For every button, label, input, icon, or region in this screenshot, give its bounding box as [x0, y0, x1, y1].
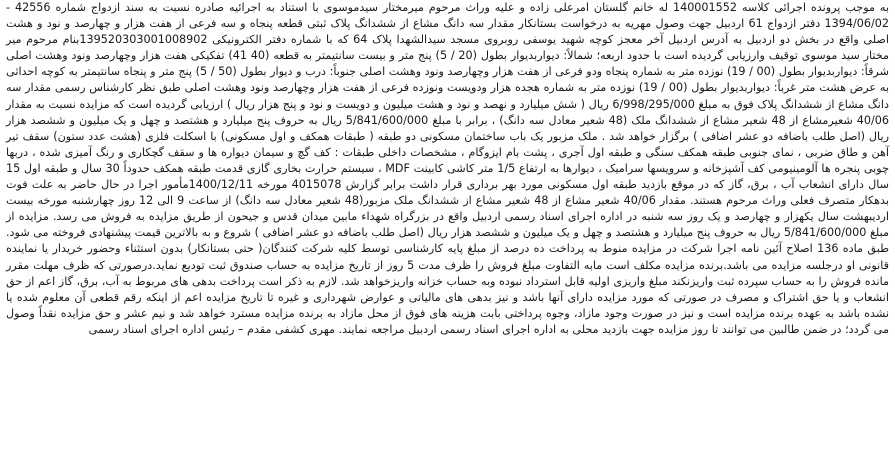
auction-notice-text: به موجب پرونده اجرائی کلاسه 140001552 له خانم گلستان امرعلی زاده و علیه وراث مرحوم میرمختار سیدموسوی با استناد به اجرائیه صادره نسبت به سند ازدواج شماره 42556 - 1394/06/02 دفتر ازدواج 61 اردبیل جهت وصول مهریه به درخواست بستانکار مقدار سه دانگ مشاع از ششدانگ پلاک ثبتی قطعه پنجاه و سه فرعی از هفت هزار و چهارصد و نود و هشت اصلی واقع در بخش دو اردبیل به آدرس اردبیل آخر معجز کوچه شهید یوسفی روبروی مسجد سیدالشهدا پلاک 64 که با شماره دفتر الکترونیکی 139520303001008902بنام مرحوم میر مختار سید موسوی توقیف وارزیابی گردیده است با حدود اربعه؛ شمالاً: دیواربدیوار بطول (20 / 5) پنج متر و بیست سانتیمتر به قطعه (40 41) تفکیکی هفت هزار وچهارصد ونود وهشت اصلی شرقاً: دیواربدیوار بطول (00 / 19) نوزده متر به شماره پنجاه ودو فرعی از هفت هزار وچهارصد ونود وهشت اصلی جنوباً: درب و دیوار بطول (50 / 5) پنج متر و پنجاه سانتیمتر به کوچه احداثی به عرض هشت متر غرباً: دیواربدیوار بطول (00 / 19) نوزده متر به شماره هجده هزار ودویست ونوزده فرعی از هفت هزار وچهارصد ونود وهشت اصلی طبق نظر کارشناس رسمی مقدار سه دانگ مشاع از ششدانگ پلاک فوق به مبلغ 6/998/295/000 ریال ( شش میلیارد و نهصد و نود و هشت میلیون و دویست و نود و پنج هزار ریال ) ارزیابی گردیده است که مزایده نسبت به مقدار 40/06 شعیرمشاع از 48 شعیر مشاع از ششدانگ ملک (48 شعیر معادل سه دانگ) ، برابر با مبلغ 5/841/600/000 ریال به حروف پنج میلیارد و هشتصد و چهل و یک میلیون و ششصد هزار ریال (اصل طلب باضافه دو عشر اضافی ) برگزار خواهد شد . ملک مزبور یک باب ساختمان مسکونی دو طبقه ( طبقات همکف و اول مسکونی) با اسکلت فلزی (هشت عدد ستون) سقف تیر آهن و طاق ضربی ، نمای جنوبی طبقه همکف سنگی و طبقه اول آجری ، پشت بام ایزوگام ، مشخصات داخلی طبقات : کف گچ و سیمان دیواره ها و سقف گچکاری و رنگ آمیزی شده ، دربها چوبی پنجره ها آلومینیومی کف آشپزخانه و سرویسها سرامیک ، دیوارها به ارتفاع 1/5 متر کاشی کابینت MDF ، سیستم حرارت بخاری گازی قدمت طبقه همکف حدوداً 30 سال و طبقه اول 15 سال دارای انشعاب آب ، برق، گاز که در موقع بازدید طبقه اول مسکونی مورد بهر برداری قرار داشت برابر گزارش 4015078 مورخه 1400/12/11مأمور اجرا در حال حاضر به علت فوت بدهکار متصرف فعلی وراث مرحوم هستند. مقدار 40/06 شعیر مشاع از 48 شعیر مشاع از ششدانگ ملک مزبور(48 شعیر معادل سه دانگ) از ساعت 9 الی 12 روز چهارشنبه مورخه بیست اردیبهشت سال یکهزار و چهارصد و یک روز سه شنبه در اداره اجرای اسناد رسمی اردبیل واقع در بزرگراه شهداء مابین میدان قدس و جیحون از طریق مزایده به فروش می رسد. مزایده از مبلغ 5/841/600/000 ریال به حروف پنج میلیارد و هشتصد و چهل و یک میلیون و ششصد هزار ریال (اصل طلب باضافه دو عشر اضافی ) شروع و به بالاترین قیمت پیشنهادی فروخته می شود. طبق ماده 136 اصلاح آئین نامه اجرا شرکت در مزایده منوط به پرداخت ده درصد از مبلغ پایه کارشناسی توسط کلیه شرکت کنندگان( حتی بستانکار) بدون استثناء وحضور خریدار یا نماینده قانونی او درجلسه مزایده می باشد.برنده مزایده مکلف است مابه التفاوت مبلغ فروش را ظرف مدت 5 روز از تاریخ مزایده به حساب صندوق ثبت تودیع نماید.درصورتی که ظرف مهلت مقرر مانده فروش را به حساب سپرده ثبت واریزنکند مبلغ واریزی اولیه قابل استرداد نبوده وبه حساب خزانه واریزخواهد شد. لازم به ذکر است پرداخت بدهی های مربوط به آب، برق، گاز اعم از حق انشعاب و یا حق اشتراک و مصرف در صورتی که مورد مزایده دارای آنها باشد و نیز بدهی های مالیاتی و عوارض شهرداری و غیره تا تاریخ مزایده اعم از اینکه رقم قطعی آن معلوم شده یا نشده باشد به عهده برنده مزایده است و نیز در صورت وجود مازاد، وجوه پرداختی بابت هزینه های فوق از محل مازاد به برنده مزایده مسترد خواهد شد و نیم عشر و حق مزایده نقداً وصول می گردد؛ در ضمن طالبین می توانند تا روز مزایده جهت بازدید محلی به اداره اجرای اسناد رسمی اردبیل مراجعه نمایند. مهری کشفی مقدم – رئیس اداره اجرای اسناد رسمی	[6, 1, 890, 336]
